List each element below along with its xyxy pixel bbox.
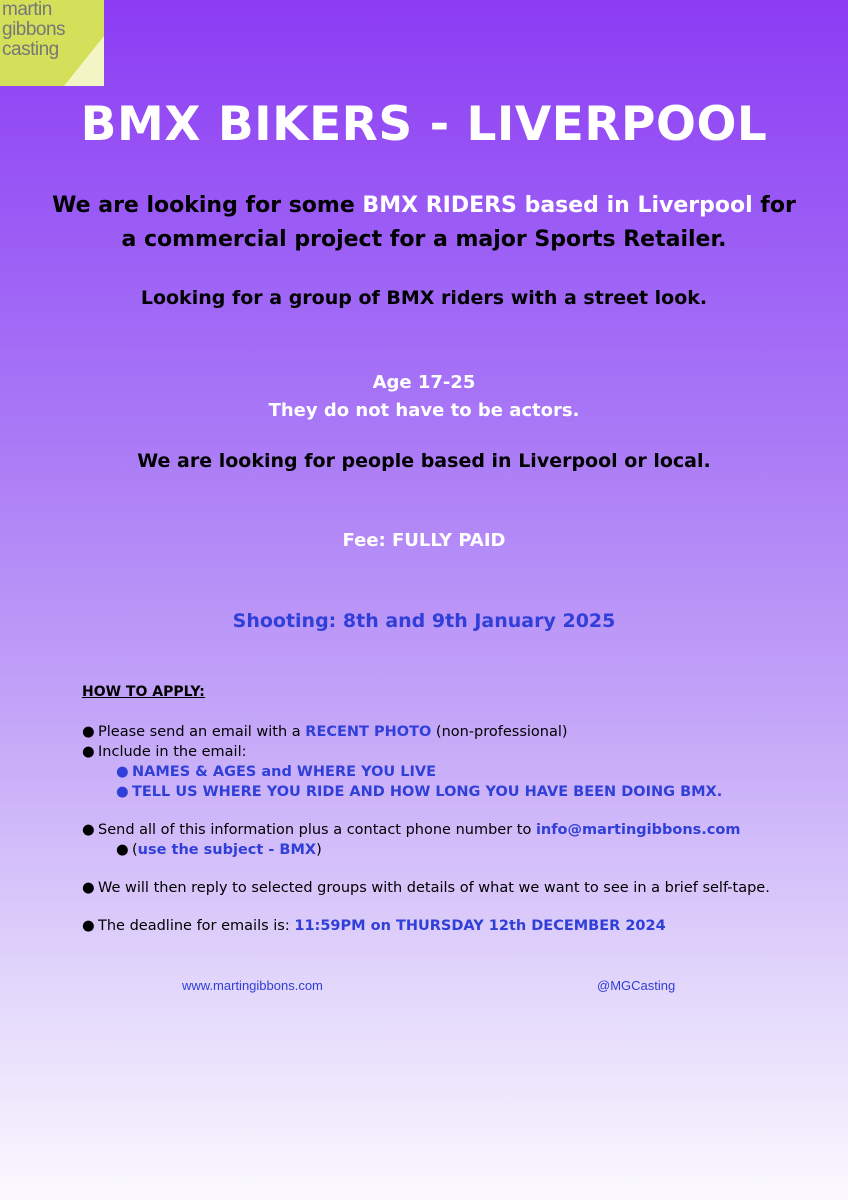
social-handle-link[interactable]: @MGCasting (597, 978, 676, 993)
logo-page-fold (64, 36, 104, 86)
sub-list-item (82, 762, 770, 782)
actors-line: They do not have to be actors. (268, 400, 580, 421)
item-highlight: use the subject - BMX (137, 842, 317, 858)
bullet-icon: ● (116, 784, 129, 800)
item-text: Please send an email with a (98, 724, 306, 740)
bullet-icon: ● (116, 842, 129, 858)
item-text: (non-professional) (431, 724, 568, 740)
list-item (82, 878, 770, 898)
sub-list-item (82, 840, 770, 860)
intro-paragraph (0, 189, 848, 257)
website-link[interactable]: www.martingibbons.com (182, 978, 323, 993)
fee-line: Fee: FULLY PAID (342, 530, 506, 551)
intro-highlight: BMX RIDERS based in Liverpool (362, 193, 753, 218)
intro-line-1 (0, 189, 848, 223)
logo-text-casting: casting (2, 39, 59, 60)
how-to-apply-section (82, 684, 770, 936)
item-text: We will then reply to selected groups with details of what we want to see in a brief self-tape. (98, 880, 770, 896)
item-text: Send all of this information plus a contact phone number to (98, 822, 536, 838)
bullet-icon: ● (82, 880, 95, 896)
sub-list-item (82, 782, 770, 802)
age-requirements (0, 369, 848, 425)
email-link[interactable]: info@martingibbons.com (535, 822, 741, 838)
company-logo (0, 0, 104, 86)
street-look-line: Looking for a group of BMX riders with a street look. (140, 287, 708, 309)
intro-text-after: for (752, 193, 796, 218)
intro-line-2: a commercial project for a major Sports Retailer. (121, 227, 727, 252)
list-item (82, 916, 770, 936)
item-text: The deadline for emails is: (98, 918, 295, 934)
item-text: Include in the email: (98, 744, 247, 760)
item-text: NAMES & AGES and WHERE YOU LIVE (132, 764, 436, 780)
item-highlight: RECENT PHOTO (305, 724, 432, 740)
how-to-apply-heading: HOW TO APPLY: (82, 684, 205, 700)
location-line: We are looking for people based in Liverpool or local. (137, 450, 711, 472)
bullet-icon: ● (82, 744, 95, 760)
logo-text-gibbons: gibbons (2, 19, 66, 40)
age-line: Age 17-25 (372, 372, 476, 393)
list-item (82, 742, 770, 762)
item-text: ) (316, 842, 322, 858)
bullet-icon: ● (82, 918, 95, 934)
page-title: BMX BIKERS - LIVERPOOL (80, 97, 768, 152)
item-text: ( (132, 842, 138, 858)
deadline-highlight: 11:59PM on THURSDAY 12th DECEMBER 2024 (294, 918, 666, 934)
bullet-icon: ● (82, 822, 95, 838)
item-text: TELL US WHERE YOU RIDE AND HOW LONG YOU HAVE BEEN DOING BMX. (132, 784, 723, 800)
bullet-icon: ● (82, 724, 95, 740)
bullet-icon: ● (116, 764, 129, 780)
list-item (82, 722, 770, 742)
shooting-dates: Shooting: 8th and 9th January 2025 (232, 610, 616, 632)
list-item (82, 820, 770, 840)
intro-text-before: We are looking for some (52, 193, 363, 218)
logo-text-martin: martin (2, 0, 52, 20)
